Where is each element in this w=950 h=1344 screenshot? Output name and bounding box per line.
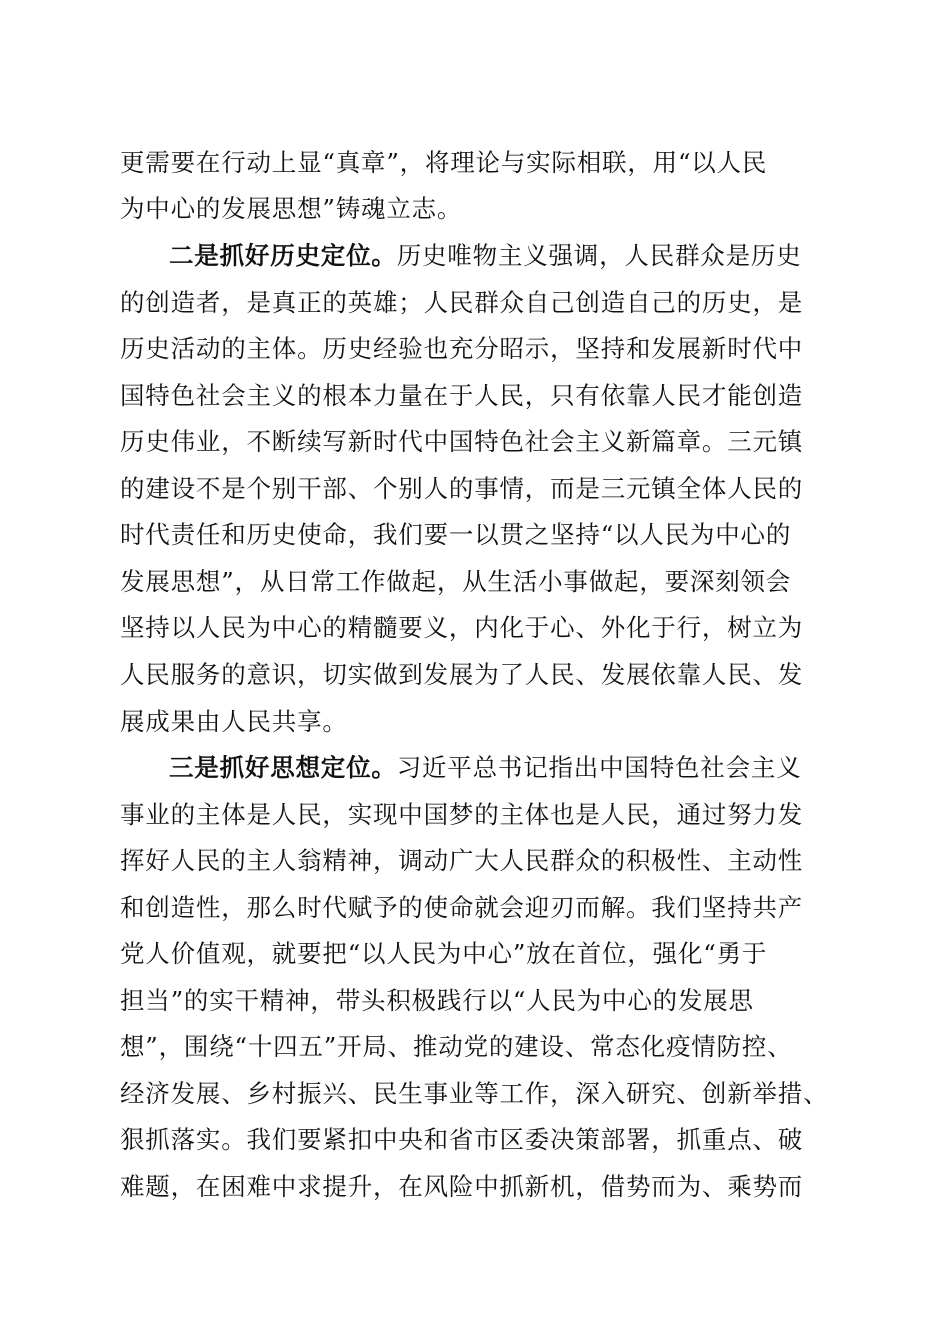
text-line: 党人价值观，就要把“以人民为中心”放在首位，强化“勇于 — [120, 939, 768, 968]
text-line: 更需要在行动上显“真章”，将理论与实际相联，用“以人民 — [120, 148, 768, 177]
text-line: 挥好人民的主人翁精神，调动广大人民群众的积极性、主动性 — [120, 846, 804, 875]
text-line: 人民服务的意识，切实做到发展为了人民、发展依靠人民、发 — [120, 660, 804, 689]
paragraph-lead-line — [169, 241, 832, 271]
text-line: 时代责任和历史使命，我们要一以贯之坚持“以人民为中心的 — [120, 520, 792, 549]
text-span: 习近平总书记指出中国特色社会主义 — [396, 753, 802, 782]
text-line: 想”，围绕“十四五”开局、推动党的建设、常态化疫情防控、 — [120, 1032, 793, 1061]
section-heading-history: 二是抓好历史定位。 — [169, 241, 397, 270]
text-line: 事业的主体是人民，实现中国梦的主体也是人民，通过努力发 — [120, 800, 804, 829]
text-line: 担当”的实干精神，带头积极践行以“人民为中心的发展思 — [120, 986, 754, 1015]
text-span: 历史唯物主义强调，人民群众是历史 — [396, 241, 802, 270]
text-line: 经济发展、乡村振兴、民生事业等工作，深入研究、创新举措、 — [120, 1079, 829, 1108]
text-line: 历史活动的主体。历史经验也充分昭示，坚持和发展新时代中 — [120, 334, 804, 363]
text-line: 狠抓落实。我们要紧扣中央和省市区委决策部署，抓重点、破 — [120, 1125, 804, 1154]
text-line: 的建设不是个别干部、个别人的事情，而是三元镇全体人民的 — [120, 474, 804, 503]
text-line: 历史伟业，不断续写新时代中国特色社会主义新篇章。三元镇 — [120, 427, 804, 456]
section-heading-thought: 三是抓好思想定位。 — [169, 753, 397, 782]
text-line: 和创造性，那么时代赋予的使命就会迎刃而解。我们坚持共产 — [120, 893, 804, 922]
text-line: 坚持以人民为中心的精髓要义，内化于心、外化于行，树立为 — [120, 613, 804, 642]
text-line: 难题，在困难中求提升，在风险中抓新机，借势而为、乘势而 — [120, 1172, 804, 1201]
paragraph-lead-line — [169, 753, 832, 783]
text-line: 发展思想”，从日常工作做起，从生活小事做起，要深刻领会 — [120, 567, 792, 596]
text-line: 展成果由人民共享。 — [120, 707, 348, 736]
text-line: 国特色社会主义的根本力量在于人民，只有依靠人民才能创造 — [120, 381, 804, 410]
text-line: 的创造者，是真正的英雄；人民群众自己创造自己的历史，是 — [120, 288, 804, 317]
text-line: 为中心的发展思想”铸魂立志。 — [120, 194, 463, 223]
